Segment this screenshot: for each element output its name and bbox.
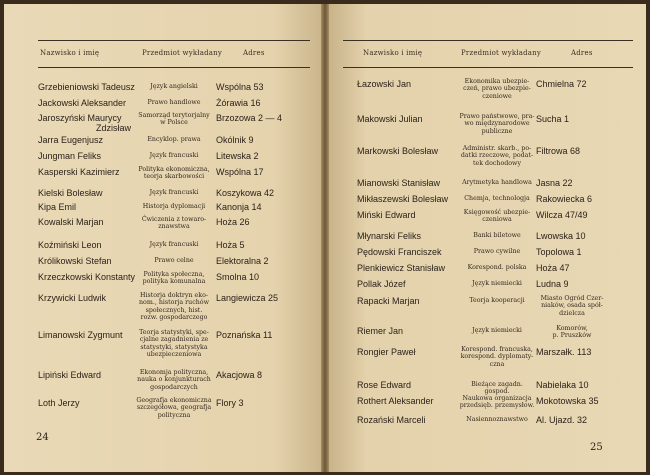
address: Hoża 47 (536, 263, 570, 273)
subject-line: Księgowość ubezpie- (463, 209, 531, 216)
address: Ludna 9 (536, 279, 569, 289)
address-line: niaków, osada spół- (541, 302, 603, 310)
teacher-name-line: Plenkiewicz Stanisław (357, 263, 446, 273)
teacher-name (357, 347, 416, 357)
subject-taught (136, 271, 212, 286)
page-number: 24 (36, 432, 49, 443)
table-header (38, 40, 310, 68)
teacher-name-line: Rose Edward (357, 380, 412, 390)
subject-line: czeń, prawo ubezpie- (463, 85, 531, 93)
book-gutter (321, 4, 329, 472)
teacher-name-line: Pędowski Franciszek (357, 247, 442, 257)
teacher-name-line: Riemer Jan (357, 326, 404, 336)
subject-taught (136, 397, 212, 419)
subject-line: Polityka ekonomiczna, (138, 166, 210, 173)
subject-line: Banki biletowe (473, 232, 521, 239)
teacher-name (38, 98, 126, 108)
teacher-name-line: Mianowski Stanisław (357, 178, 441, 188)
address: Wspólna 17 (216, 167, 264, 177)
address: Litewska 2 (216, 151, 259, 161)
address: Wilcza 47/49 (536, 210, 588, 220)
address: Żórawia 16 (216, 98, 261, 108)
teacher-name-line: Pollak Józef (357, 279, 406, 289)
teacher-name-line: Kipa Emil (38, 202, 77, 212)
subject-taught (136, 112, 212, 127)
subject-line: Język niemiecki (472, 280, 522, 287)
address: Jasna 22 (536, 178, 573, 188)
subject-taught (459, 78, 535, 100)
teacher-name (38, 82, 135, 92)
address: Koszykowa 42 (216, 188, 275, 198)
subject-line: Prawo cywilne (473, 248, 521, 255)
subject-taught (136, 83, 212, 90)
subject-line: Teorja kooperacji (469, 297, 525, 304)
subject-line: Prawo celne (154, 257, 194, 264)
address: Langiewicza 25 (216, 293, 279, 303)
subject-line: polityka komunalna (142, 278, 206, 286)
subject-taught (136, 257, 212, 264)
teacher-name (38, 256, 112, 266)
teacher-name (357, 79, 411, 89)
teacher-name-line: Jackowski Aleksander (38, 98, 127, 108)
subject-taught (136, 369, 212, 391)
subject-line: polityczna (157, 411, 191, 419)
subject-line: Język francuski (149, 189, 199, 196)
teacher-name-line: Krzeczkowski Konstanty (38, 272, 136, 282)
teacher-name-line: Koźmiński Leon (38, 240, 102, 250)
teacher-name-line: Markowski Bolesław (357, 146, 439, 156)
subject-line: Prawo państwowe, pra- (459, 113, 535, 120)
teacher-name-line: Królikowski Stefan (38, 256, 112, 266)
address (536, 325, 608, 340)
subject-line: przedsięb. przemysłow. (459, 402, 535, 410)
subject-taught (459, 381, 535, 396)
subject-line: w Polsce (160, 119, 188, 127)
subject-taught (459, 113, 535, 135)
teacher-name (38, 113, 131, 133)
teacher-name-line: Rongier Paweł (357, 347, 416, 357)
subject-line: czeniowa (482, 216, 512, 224)
teacher-name-line: Mikłaszewski Bolesław (357, 194, 449, 204)
address: Al. Ujazd. 32 (536, 415, 588, 425)
subject-line: Historja doktryn eko- (139, 292, 209, 299)
teacher-name (357, 178, 440, 188)
subject-taught (136, 152, 212, 159)
subject-taught (459, 416, 535, 423)
subject-taught (459, 395, 535, 410)
subject-line: społecznych, hist. (145, 306, 203, 314)
subject-line: Język francuski (149, 152, 199, 159)
subject-line: czeniowe (482, 92, 512, 100)
teacher-name (357, 146, 438, 156)
column-header-subject: Przedmiot wykładany (142, 49, 223, 57)
teacher-name (357, 326, 403, 336)
address: Okólnik 9 (216, 135, 254, 145)
subject-line: Język angielski (150, 83, 198, 90)
subject-line: teorja skarbowości (143, 173, 205, 181)
subject-line: publiczne (481, 127, 513, 135)
teacher-name (38, 135, 103, 145)
teacher-name (38, 202, 76, 212)
teacher-name (357, 247, 442, 257)
address: Filtrowa 68 (536, 146, 581, 156)
address-line: Komorów, (556, 325, 588, 332)
address: Rakowiecka 6 (536, 194, 593, 204)
subject-line: rozw. gospodarczego (140, 313, 208, 321)
subject-taught (459, 248, 535, 255)
column-header-subject: Przedmiot wykładany (461, 49, 542, 57)
address: Hoża 26 (216, 217, 250, 227)
subject-taught (136, 189, 212, 196)
teacher-name (38, 272, 135, 282)
teacher-name-line: Krzywicki Ludwik (38, 293, 107, 303)
teacher-name (38, 217, 104, 227)
subject-line: Nasiennoznawstwo (466, 416, 528, 423)
teacher-name-line: Kielski Bolesław (38, 188, 103, 198)
teacher-name (357, 415, 426, 425)
teacher-name-line: Kowalski Marjan (38, 217, 104, 227)
subject-line: Ćwiczenia z towaro- (141, 216, 207, 223)
address: Smolna 10 (216, 272, 260, 282)
address: Chmielna 72 (536, 79, 587, 89)
subject-line: szczegółowa, geografja (136, 404, 212, 412)
subject-line: Korespond. polska (467, 264, 527, 271)
teacher-name (38, 398, 80, 408)
subject-line: statystyki, statystyka (140, 343, 208, 351)
subject-line: tek dochodowy (472, 159, 522, 167)
subject-taught (136, 292, 212, 321)
address: Brzozowa 2 — 4 (216, 113, 283, 123)
subject-line: Arytmetyka handlowa (462, 179, 532, 186)
subject-line: nauka o konjunkturach (137, 376, 211, 384)
subject-taught (136, 216, 212, 231)
teacher-name (357, 279, 406, 289)
subject-line: znawstwa (158, 223, 190, 231)
teacher-name-line: Jarra Eugenjusz (38, 135, 104, 145)
teacher-name (357, 263, 445, 273)
teacher-name (357, 114, 423, 124)
subject-line: korespond. dyplomaty- (460, 353, 534, 361)
teacher-name (38, 188, 103, 198)
subject-line: Korespond. francuska, (461, 346, 533, 353)
column-header-address: Adres (571, 49, 593, 57)
address: Flory 3 (216, 398, 244, 408)
subject-taught (459, 280, 535, 287)
table-header (343, 40, 633, 68)
subject-line: datki rzeczowe, podat- (460, 152, 534, 160)
subject-line: Bieżące zagadn. gospod. (471, 381, 523, 396)
subject-line: Ekonomja polityczna, (139, 369, 209, 376)
teacher-name (357, 396, 434, 406)
address-line: dzielcza (559, 309, 585, 317)
subject-line: cjalne zagadnienia ze (139, 336, 209, 344)
address (536, 295, 608, 317)
address: Marszałk. 113 (536, 347, 592, 357)
address: Kanonja 14 (216, 202, 262, 212)
left-page (4, 4, 321, 472)
address: Mokotowska 35 (536, 396, 599, 406)
address: Topolowa 1 (536, 247, 582, 257)
address-line: Miasto Ogród Czer- (540, 295, 604, 302)
teacher-name (357, 380, 411, 390)
teacher-name (38, 330, 123, 340)
column-header-name: Nazwisko i imię (40, 49, 100, 57)
address-line: p. Pruszków (552, 332, 592, 340)
address: Wspólna 53 (216, 82, 264, 92)
teacher-name-line: Zdzisław (96, 123, 132, 133)
teacher-name-line: Młynarski Feliks (357, 231, 422, 241)
teacher-name-line: Jungman Feliks (38, 151, 102, 161)
teacher-name-line: Jaroszyński Maurycy (38, 113, 122, 123)
subject-taught (136, 136, 212, 143)
subject-line: Ekonomika ubezpie- (464, 78, 530, 85)
column-header-address: Adres (243, 49, 265, 57)
address: Elektoralna 2 (216, 256, 269, 266)
subject-line: Chemja, technologja (464, 195, 530, 202)
subject-taught (136, 203, 212, 210)
teacher-name-line: Lipiński Edward (38, 370, 102, 380)
address: Hoża 5 (216, 240, 245, 250)
subject-line: Geografja ekonomiczna (136, 397, 212, 404)
teacher-name (357, 194, 448, 204)
teacher-name-line: Łazowski Jan (357, 79, 412, 89)
teacher-name-line: Miński Edward (357, 210, 416, 220)
teacher-name-line: Rapacki Marjan (357, 296, 420, 306)
teacher-name (38, 151, 101, 161)
subject-line: Historja dyplomacji (142, 203, 206, 210)
subject-line: Język francuski (149, 241, 199, 248)
subject-taught (459, 297, 535, 304)
subject-taught (136, 166, 212, 181)
teacher-name-line: Loth Jerzy (38, 398, 80, 408)
subject-line: Administr. skarb., po- (462, 145, 532, 152)
subject-line: czna (489, 360, 505, 368)
page-number: 25 (590, 442, 603, 453)
teacher-name-line: Limanowski Zygmunt (38, 330, 123, 340)
right-page (329, 4, 646, 472)
subject-line: Naukowa organizacja (462, 395, 532, 402)
subject-line: Teorja statystyki, spe- (139, 329, 209, 336)
subject-taught (136, 241, 212, 248)
subject-taught (459, 232, 535, 239)
subject-taught (459, 264, 535, 271)
teacher-name (357, 231, 421, 241)
subject-line: ubezpieczeniowa (146, 350, 202, 358)
subject-line: Samorząd terytorjalny (138, 112, 210, 119)
teacher-name (357, 210, 416, 220)
teacher-name-line: Kasperski Kazimierz (38, 167, 120, 177)
subject-taught (459, 209, 535, 224)
teacher-name (38, 293, 106, 303)
teacher-name-line: Rothert Aleksander (357, 396, 434, 406)
subject-taught (459, 179, 535, 186)
subject-line: Encyklop. prawa (147, 136, 201, 143)
address: Poznańska 11 (216, 330, 273, 340)
subject-line: nom., historja ruchów (139, 299, 209, 307)
subject-taught (136, 329, 212, 358)
subject-taught (459, 327, 535, 334)
address: Sucha 1 (536, 114, 570, 124)
column-header-name: Nazwisko i imię (363, 49, 423, 57)
subject-line: Polityka społeczna, (143, 271, 205, 278)
subject-line: wo międzynarodowe (464, 120, 530, 128)
teacher-name (357, 296, 420, 306)
teacher-name (38, 240, 102, 250)
subject-taught (459, 195, 535, 202)
address: Lwowska 10 (536, 231, 586, 241)
subject-line: gospodarczych (150, 383, 198, 391)
teacher-name-line: Grzebieniowski Tadeusz (38, 82, 135, 92)
address: Akacjowa 8 (216, 370, 263, 380)
subject-line: Prawo handlowe (147, 99, 201, 106)
teacher-name (38, 370, 101, 380)
subject-taught (459, 346, 535, 368)
subject-line: Język niemiecki (472, 327, 522, 334)
teacher-name (38, 167, 120, 177)
subject-taught (459, 145, 535, 167)
teacher-name-line: Rozański Marceli (357, 415, 426, 425)
address: Nabielaka 10 (536, 380, 589, 390)
teacher-name-line: Makowski Julian (357, 114, 423, 124)
subject-taught (136, 99, 212, 106)
